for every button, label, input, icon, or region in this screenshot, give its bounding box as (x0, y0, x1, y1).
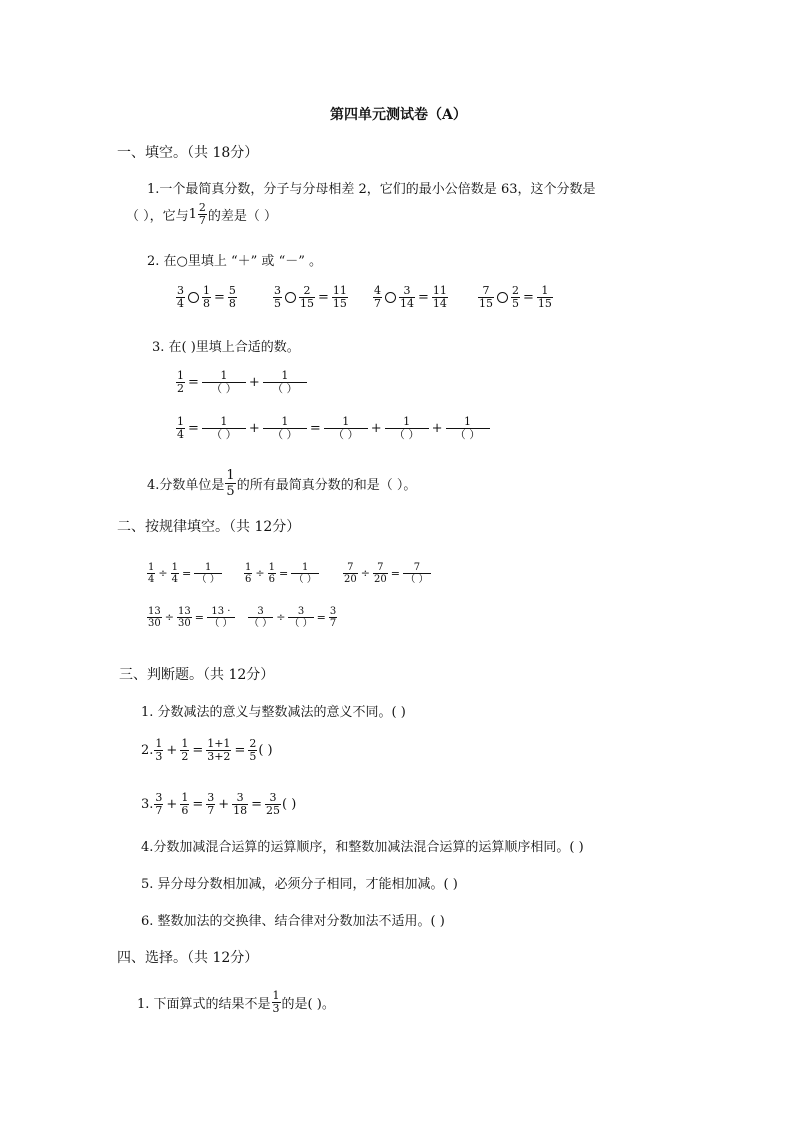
circle-blank[interactable] (188, 292, 199, 303)
s1-q4-text-a: 4.分数单位是 (147, 478, 225, 493)
s1-q1-text-a: （ ），它与 (126, 209, 189, 224)
s3-q1: 1. 分数减法的意义与整数减法的意义不同。( ) (141, 705, 406, 720)
blank-fraction[interactable]: $\frac{1}{( )}$ (324, 416, 368, 441)
s3-q4: 4.分数加减混合运算的运算顺序，和整数加减法混合运算的运算顺序相同。( ) (141, 840, 584, 855)
blank-fraction[interactable]: $\frac{7}{( )}$ (403, 562, 431, 585)
blank-fraction[interactable]: $\frac{1}{( )}$ (263, 370, 307, 395)
page-title: 第四单元测试卷（A） (330, 107, 467, 123)
circle-blank[interactable] (285, 292, 296, 303)
s3-q5: 5. 异分母分数相加减，必须分子相同，才能相加减。( ) (141, 877, 458, 892)
mixed-whole: 1 (188, 207, 197, 222)
blank-fraction[interactable]: $\frac{1}{( )}$ (263, 416, 307, 441)
s1-q1-text-b: 的差是（ ） (207, 209, 278, 224)
s3-q2: 2. $\frac{1}{3}$ + $\frac{1}{2}$ = $\frac{1+1}{3+2}$ = $\frac{2}{5}$ ( ) (141, 737, 273, 763)
s4-q1: 1. 下面算式的结果不是 $\frac{1}{3}$ 的是( )。 (137, 989, 335, 1015)
blank-fraction[interactable]: $\frac{1}{( )}$ (202, 416, 246, 441)
circle-blank[interactable] (385, 292, 396, 303)
section-2-heading: 二、按规律填空。（共 12分） (117, 519, 301, 535)
blank-fraction[interactable]: $\frac{1}{( )}$ (385, 416, 429, 441)
s2-row1-item-2: $\frac{1}{6}$ ÷ $\frac{1}{6}$ = $\frac{1}{( )}$ (243, 562, 320, 585)
s1-q3-row-2: $\frac{1}{4}$ = $\frac{1}{( )}$ + $\frac{1}{( )}$ = $\frac{1}{( )}$ + $\frac{1}{( )}$ + $\frac{1}{( )}$ (175, 416, 491, 441)
s2-row2-item-2: $\frac{3}{( )}$ ÷ $\frac{3}{( )}$ = $\frac{3}{7}$ (249, 606, 337, 629)
s3-q6: 6. 整数加法的交换律、结合律对分数加法不适用。( ) (141, 914, 445, 929)
s4-q1-text-a: 1. 下面算式的结果不是 (137, 997, 271, 1012)
blank-fraction[interactable]: $\frac{1}{( )}$ (446, 416, 490, 441)
mixed-number (189, 202, 208, 227)
circle-blank[interactable] (497, 292, 508, 303)
section-3-heading: 三、判断题。（共 12分） (119, 667, 275, 683)
blank-fraction[interactable]: $\frac{3}{( )}$ (289, 606, 313, 629)
answer-blank[interactable]: ( ) (282, 797, 297, 812)
s1-q3-text: 3. 在( )里填上合适的数。 (152, 340, 300, 355)
blank-fraction[interactable]: $\frac{3}{( )}$ (249, 606, 273, 629)
s1-q4-text-b: 的所有最简真分数的和是（ ）。 (236, 478, 417, 493)
s1-q1-line1: 1.一个最简真分数，分子与分母相差 2，它们的最小公倍数是 63，这个分数是 (147, 182, 596, 197)
blank-fraction[interactable]: $\frac{1}{( )}$ (291, 562, 319, 585)
blank-fraction[interactable]: $\frac{1}{( )}$ (194, 562, 222, 585)
s1-q2-item-4: $\frac{7}{15}$ $\frac{2}{5}$ = $\frac{1}{15}$ (479, 284, 552, 310)
section-1-heading: 一、填空。（共 18分） (117, 145, 259, 161)
mixed-fraction: $\frac{2}{7}$ (198, 201, 206, 227)
blank-fraction[interactable]: $\frac{13 \cdot}{( )}$ (207, 606, 235, 629)
blank-fraction[interactable]: $\frac{1}{( )}$ (202, 370, 246, 395)
s1-q2-text: 2. 在○里填上 “＋” 或 “－” 。 (147, 254, 322, 269)
s2-row1-item-1: $\frac{1}{4}$ ÷ $\frac{1}{4}$ = $\frac{1}{( )}$ (146, 562, 223, 585)
s1-q1-line2 (126, 202, 277, 227)
section-4-heading: 四、选择。（共 12分） (117, 950, 259, 966)
s1-q3-row-1: $\frac{1}{2}$ = $\frac{1}{( )}$ + $\frac{1}{( )}$ (175, 370, 308, 395)
s1-q2-item-1: $\frac{3}{4}$ $\frac{1}{8}$ = $\frac{5}{8}$ (177, 284, 236, 310)
s2-row2-item-1: $\frac{13}{30}$ ÷ $\frac{13}{30}$ = $\frac{13 \cdot}{( )}$ (146, 606, 236, 629)
s3-q3: 3. $\frac{3}{7}$ + $\frac{1}{6}$ = $\frac{3}{7}$ + $\frac{3}{18}$ = $\frac{3}{25}$ ( ) (141, 791, 297, 817)
answer-blank[interactable]: ( ) (258, 743, 273, 758)
s4-q1-text-b: 的是( )。 (281, 997, 335, 1012)
s1-q2-item-3: $\frac{4}{7}$ $\frac{3}{14}$ = $\frac{11}{14}$ (374, 284, 447, 310)
s1-q4: 4.分数单位是 $\frac{1}{5}$ 的所有最简真分数的和是（ ）。 (147, 468, 417, 499)
s2-row1-item-3: $\frac{7}{20}$ ÷ $\frac{7}{20}$ = $\frac{7}{( )}$ (342, 562, 432, 585)
s1-q2-item-2: $\frac{3}{5}$ $\frac{2}{15}$ = $\frac{11}{15}$ (274, 284, 347, 310)
